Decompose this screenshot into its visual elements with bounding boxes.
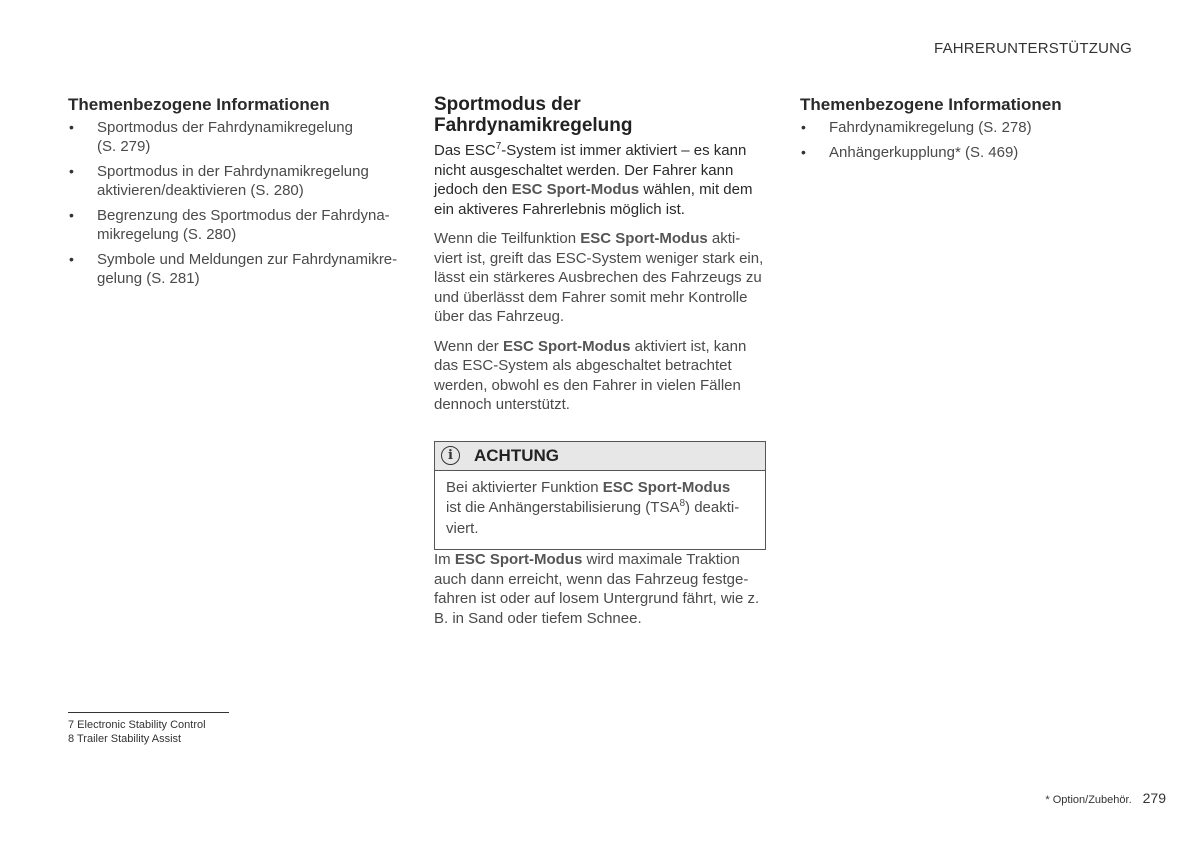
- paragraph-intro: Das ESC$^7$-System ist immer aktiviert – es kann nicht ausgeschaltet werden. Der Fahrer kann jedoch den ESC Sport-Modus wählen, mit dem ein aktiveres Fahrerlebnis möglich ist.: [434, 141, 753, 218]
- paragraph-traction: Im ESC Sport-Modus wird maximale Traktion auch dann erreicht, wenn das Fahrzeug festge- fahren ist oder auf losem Untergrund fährt, wie z. B. in Sand oder tiefem Schnee.: [434, 551, 760, 627]
- page-number: 279: [1142, 790, 1166, 806]
- related-info-list: [68, 118, 398, 288]
- main-article: [434, 94, 766, 638]
- related-info-link[interactable]: • Fahrdynamikregelung (S. 278): [801, 119, 1032, 136]
- footnote: 7 Electronic Stability Control: [68, 719, 206, 731]
- bullet-icon: •: [69, 119, 74, 135]
- related-info-link[interactable]: • Begrenzung des Sportmodus der Fahrdyna- mikregelung (S. 280): [69, 207, 390, 243]
- warning-box: [434, 441, 766, 551]
- related-info-list: [800, 118, 1130, 162]
- keyword-esc-sport: ESC Sport-Modus: [502, 337, 631, 355]
- related-info-right: [800, 94, 1130, 168]
- info-icon: i: [441, 446, 460, 465]
- article-title: Sportmodus der Fahrdynamikregelung: [434, 94, 633, 136]
- bullet-icon: •: [69, 207, 74, 223]
- related-info-heading: Themenbezogene Informationen: [800, 95, 1062, 114]
- related-info-left: [68, 94, 398, 294]
- related-info-link[interactable]: • Anhängerkupplung* (S. 469): [801, 144, 1019, 161]
- bullet-icon: •: [801, 119, 806, 135]
- related-info-link[interactable]: • Symbole und Meldungen zur Fahrdynamikre- gelung (S. 281): [69, 251, 398, 287]
- bullet-icon: •: [69, 163, 74, 179]
- footnote: 8 Trailer Stability Assist: [68, 733, 182, 745]
- paragraph-subfunction: Wenn die Teilfunktion ESC Sport-Modus akti- viert ist, greift das ESC-System weniger stark ein, lässt ein stärkeres Ausbrechen des Fahrzeugs zu und überlässt dem Fahrer somit mehr Kontrolle über das Fahrzeug.: [434, 230, 764, 325]
- warning-header: [435, 442, 765, 471]
- warning-title: ACHTUNG: [474, 445, 559, 465]
- keyword-esc-sport: ESC Sport-Modus: [580, 230, 708, 247]
- related-info-link[interactable]: • Sportmodus der Fahrdynamikregelung (S. 279): [69, 119, 353, 155]
- paragraph-activated: Wenn der ESC Sport-Modus aktiviert ist, kann das ESC-System als abgeschaltet betrachtet werden, obwohl es den Fahrer in vielen Fällen dennoch unterstützt.: [434, 337, 747, 413]
- keyword-esc-sport: ESC Sport-Modus: [511, 181, 640, 198]
- footnote-divider: [68, 712, 229, 713]
- page-footer: [1045, 790, 1166, 806]
- keyword-esc-sport: ESC Sport-Modus: [602, 478, 731, 496]
- bullet-icon: •: [69, 251, 74, 267]
- warning-text: Bei aktivierter Funktion ESC Sport-Modus ist die Anhängerstabilisierung (TSA$^8$) deakti- viert.: [446, 478, 740, 537]
- related-info-link[interactable]: • Sportmodus in der Fahrdynamikregelung aktivieren/deaktivieren (S. 280): [69, 163, 369, 199]
- footnotes: [68, 712, 229, 746]
- keyword-esc-sport: ESC Sport-Modus: [454, 551, 583, 568]
- bullet-icon: •: [801, 144, 806, 160]
- option-note: * Option/Zubehör.: [1045, 794, 1132, 806]
- section-header: FAHRERUNTERSTÜTZUNG: [934, 40, 1132, 57]
- related-info-heading: Themenbezogene Informationen: [68, 95, 330, 114]
